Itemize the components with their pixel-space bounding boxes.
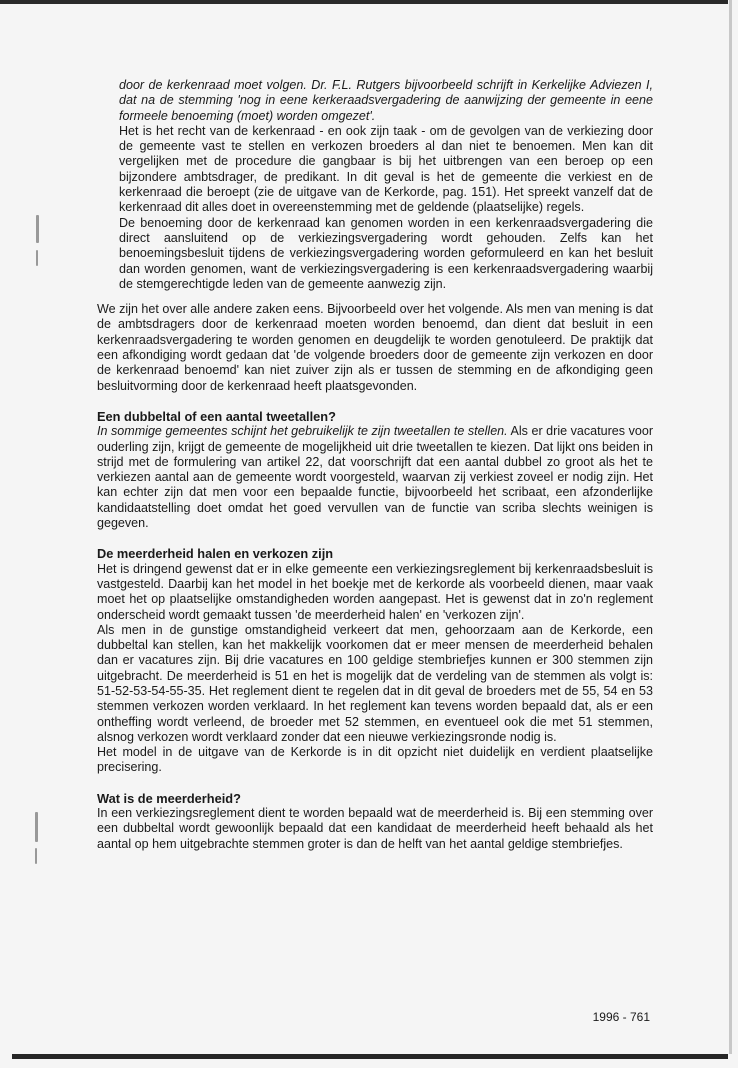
meerderheid-paragraph-3: Het model in de uitgave van de Kerkorde is in dit opzicht niet duidelijk en verdient plaatselijke precisering. <box>97 745 653 775</box>
right-edge-shadow <box>729 0 732 1054</box>
meerderheid-paragraph-2: Als men in de gunstige omstandigheid verkeert dat men, gehoorzaam aan de Kerkorde, een dubbeltal kan stellen, kan het makkelijk voorkomen dat er meer mensen de meerderheid behalen dan er vacatures zijn. Bij drie vacatures en 100 geldige stembriefjes kunnen er 300 stemmen zijn uitgebracht. De meerderheid is 51 en het is mogelijk dat de verdeling van de stemmen als volgt is: 51-52-53-54-55-35. Het reglement dient te regelen dat in dit geval de broeders met de 55, 54 en 53 stemmen verkozen worden verklaard. In het reglement kan tevens worden bepaald dat, als er een ontheffing wordt verleend, de broeder met 52 stemmen, en eventueel ook die met 51 stemmen, alsnog verkozen wordt verklaard zonder dat een nieuwe verkiezingsronde nodig is. <box>97 622 653 744</box>
article-body <box>97 78 653 852</box>
quote-paragraph-1: door de kerkenraad moet volgen. Dr. F.L. Rutgers bijvoorbeeld schrijft in Kerkelijke Adviezen I, dat na de stemming 'nog in eene kerkeraadsvergadering de aanwijzing der gemeente in eene formeele benoeming (moet) worden omgezet'. <box>119 78 653 123</box>
page-number: 1996 - 761 <box>592 1010 650 1024</box>
indented-quote <box>97 78 653 292</box>
section-heading-wat-is-meerderheid: Wat is de meerderheid? <box>97 790 241 806</box>
section-heading-dubbeltal: Een dubbeltal of een aantal tweetallen? <box>97 408 336 424</box>
intro-paragraph: We zijn het over alle andere zaken eens. Bijvoorbeeld over het volgende. Als men van mening is dat de ambtsdragers door de kerkenraad moeten worden benoemd, dan dient dat besluit in een kerkenraadsvergadering te worden genomen en deugdelijk te worden genotuleerd. De praktijk dat een afkondiging wordt gedaan dat 'de volgende broeders door de gemeente zijn verkozen en door de kerkenraad benoemd' kan niet zuiver zijn als er tussen de stemming en de afkondiging geen besluitvorming door de kerkenraad heeft plaatsgevonden. <box>97 302 653 393</box>
quote-paragraph-2: Het is het recht van de kerkenraad - en ook zijn taak - om de gevolgen van de verkiezing door de gemeente vast te stellen en verkozen broeders al dan niet te benoemen. Men kan dit vergelijken met de procedure die gangbaar is bij het uitbrengen van een beroep op een bijzondere ambtsdrager, de predikant. In dit geval is het de gemeente die verkiest en de kerkenraad die beroept (zie de uitgave van de Kerkorde, pag. 151). Het spreekt vanzelf dat de kerkenraad dit alles doet in overeenstemming met de geldende (plaatselijke) regels. <box>119 123 653 215</box>
binding-hole-mark <box>35 812 38 842</box>
top-border <box>0 0 728 4</box>
meerderheid-paragraph-1: Het is dringend gewenst dat er in elke gemeente een verkiezingsreglement bij kerkenraadsbesluit is vastgesteld. Daarbij kan het model in het boekje met de kerkorde als voorbeeld dienen, maar vaak moet het op plaatselijke omstandigheden worden aangepast. Het is gewenst dat in zo'n reglement onderscheid wordt gemaakt tussen 'de meerderheid halen' en 'verkozen zijn'. <box>97 561 653 622</box>
bottom-border <box>12 1054 728 1059</box>
binding-hole-mark <box>36 250 38 266</box>
binding-hole-mark <box>35 848 37 864</box>
section-dubbeltal-paragraph <box>97 424 653 531</box>
quote-paragraph-3: De benoeming door de kerkenraad kan genomen worden in een kerkenraadsvergadering die direct aansluitend op de verkiezingsvergadering wordt gehouden. Zelfs kan het benoemingsbesluit tijdens de verkiezingsvergadering worden geformuleerd en kan het besluit dan worden genomen, want de verkiezingsvergadering is een kerkenraadsvergadering waarbij de stemgerechtigde leden van de gemeente aanwezig zijn. <box>119 215 653 291</box>
section-dubbeltal-body: Als er drie vacatures voor ouderling zijn, krijgt de gemeente de mogelijkheid uit drie tweetallen te kiezen. Dat lijkt ons beiden in strijd met de formulering van artikel 22, dat voorschrijft dat een aantal dubbel zo groot als het te verkiezen aantal aan de gemeente wordt voorgesteld, waarvan zij verkiest zoveel er nodig zijn. Het kan echter zijn dat men voor een bepaalde functie, bijvoorbeeld het scribaat, een afzonderlijke kandidaatstelling doet omdat het goed vervullen van de functie van scriba slechts weinigen is gegeven. <box>97 424 653 531</box>
wat-is-meerderheid-paragraph: In een verkiezingsreglement dient te worden bepaald wat de meerderheid is. Bij een stemming over een dubbeltal wordt gewoonlijk bepaald dat een kandidaat de meerderheid heeft behaald als het aantal op hem uitgebrachte stemmen groter is dan de helft van het aantal geldige stembriefjes. <box>97 806 653 851</box>
section-heading-meerderheid-halen: De meerderheid halen en verkozen zijn <box>97 546 334 562</box>
lead-italic: In sommige gemeentes schijnt het gebruikelijk te zijn tweetallen te stellen. <box>97 424 508 439</box>
binding-hole-mark <box>36 215 39 243</box>
